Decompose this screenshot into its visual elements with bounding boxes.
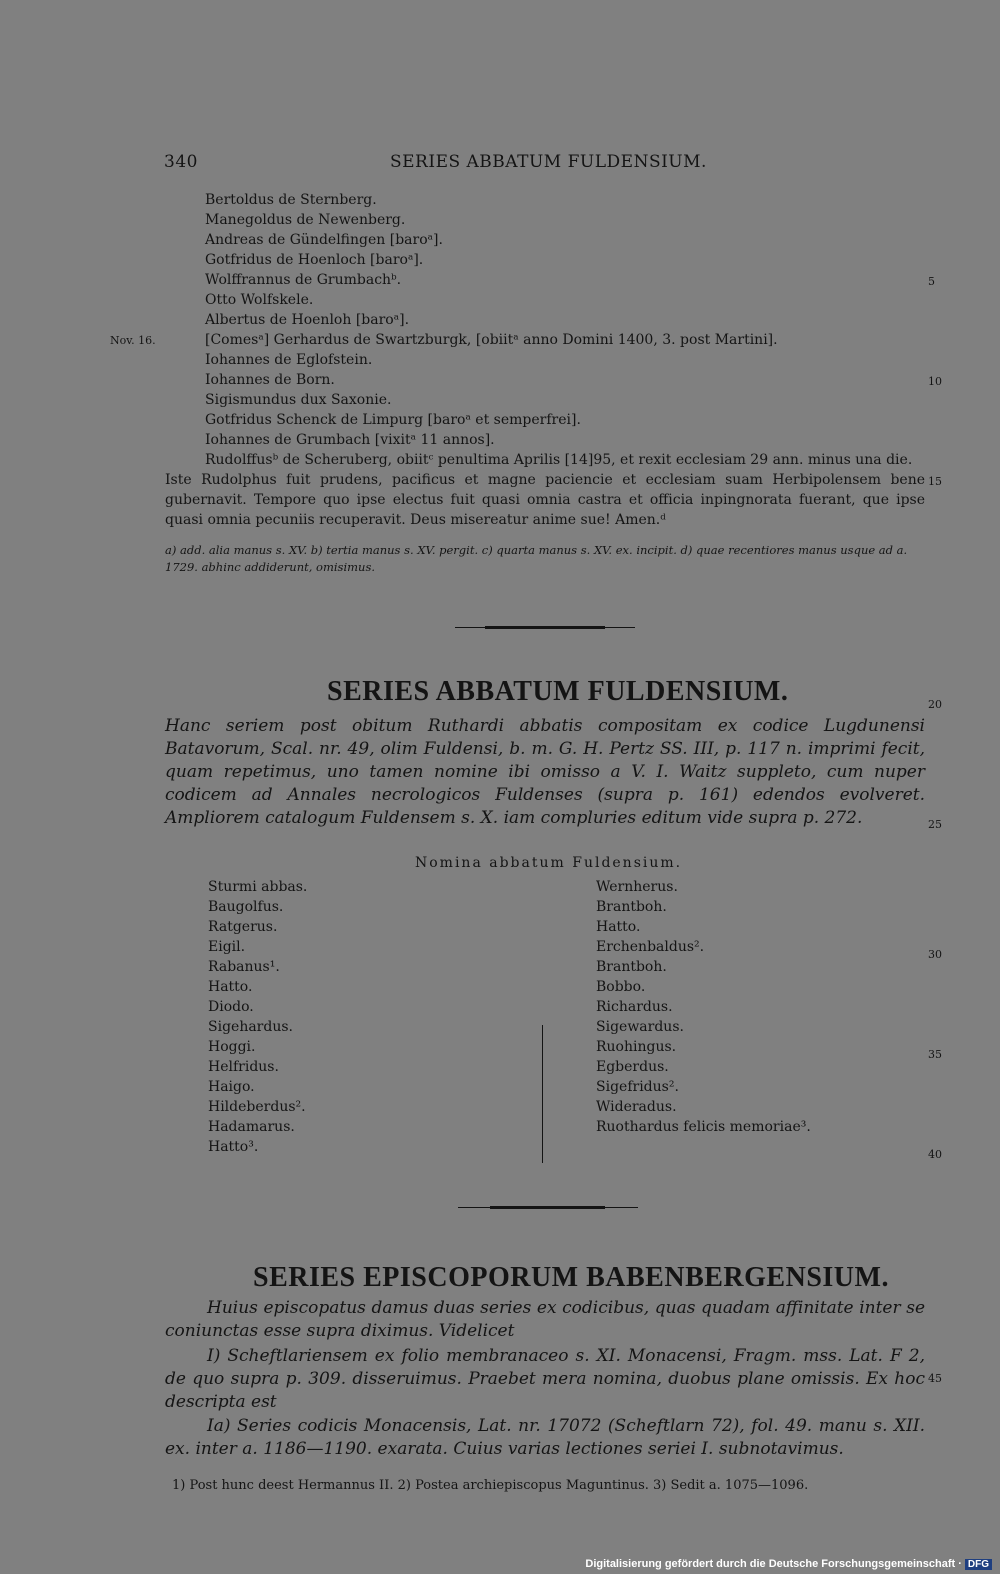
line-number: 5 <box>928 275 935 288</box>
list-item: Egberdus. <box>596 1059 669 1075</box>
list-item: Haigo. <box>208 1079 255 1095</box>
section-paragraph: Ia) Series codicis Monacensis, Lat. nr. 17072 (Scheftlarn 72), fol. 49. manu s. XII. ex. inter a. 1186—1190. exarata. Cuius varias lectiones seriei I. subnotavimus. <box>165 1416 925 1459</box>
abbots-right-column <box>596 877 811 1137</box>
list-item: Wernherus. <box>596 879 678 895</box>
list-item: Ruothardus felicis memoriae³. <box>596 1119 811 1135</box>
list-line: Bertoldus de Sternberg. <box>205 192 377 208</box>
list-item: Sigewardus. <box>596 1019 684 1035</box>
list-item: Brantboh. <box>596 899 667 915</box>
list-item: Hadamarus. <box>208 1119 295 1135</box>
list-line: Otto Wolfskele. <box>205 292 314 308</box>
section-title: SERIES EPISCOPORUM BABENBERGENSIUM. <box>253 1262 889 1293</box>
page-footnotes: 1) Post hunc deest Hermannus II. 2) Postea archiepiscopus Maguntinus. 3) Sedit a. 1075—1096. <box>172 1478 809 1493</box>
list-line: Iohannes de Born. <box>205 372 335 388</box>
credit-text: Digitalisierung gefördert durch die Deutsche Forschungsgemeinschaft · <box>585 1558 962 1570</box>
list-item: Eigil. <box>208 939 246 955</box>
running-title: SERIES ABBATUM FULDENSIUM. <box>390 152 707 172</box>
list-item: Sigehardus. <box>208 1019 293 1035</box>
list-item: Bobbo. <box>596 979 646 995</box>
divider-ornament <box>485 626 605 629</box>
margin-date: Nov. 16. <box>110 334 156 347</box>
list-item: Ruohingus. <box>596 1039 677 1055</box>
list-item: Rabanus¹. <box>208 959 280 975</box>
divider-ornament <box>490 1206 605 1209</box>
list-line: Sigismundus dux Saxonie. <box>205 392 392 408</box>
list-line: Gotfridus de Hoenloch [baroᵃ]. <box>205 252 424 268</box>
line-number: 20 <box>928 698 942 711</box>
line-number: 35 <box>928 1048 942 1061</box>
list-item: Wideradus. <box>596 1099 677 1115</box>
section-title: SERIES ABBATUM FULDENSIUM. <box>327 676 789 707</box>
section-paragraph: I) Scheftlariensem ex folio membranaceo s. XI. Monacensi, Fragm. mss. Lat. F 2, de quo supra p. 309. disseruimus. Praebet mera nomina, duobus plane omissis. Ex hoc descripta est <box>165 1346 925 1412</box>
paragraph: Iste Rudolphus fuit prudens, pacificus et magne paciencie et ecclesiam suam Herbipolensem bene gubernavit. Tempore quo ipse electus fuit quasi omnia castra et officia inpingnorata fuerant, que ipse quasi omnia pecuniis recuperavit. Deus misereatur anime sue! Amen.ᵈ <box>165 472 925 528</box>
list-item: Erchenbaldus². <box>596 939 705 955</box>
page-number: 340 <box>164 152 198 172</box>
footnotes: a) add. alia manus s. XV. b) tertia manus s. XV. pergit. c) quarta manus s. XV. ex. incipit. d) quae recentiores manus usque ad a. 1729. abhinc addiderunt, omisimus. <box>165 543 908 574</box>
list-item: Ratgerus. <box>208 919 278 935</box>
list-heading: Nomina abbatum Fuldensium. <box>415 855 683 871</box>
line-number: 10 <box>928 375 942 388</box>
list-item: Brantboh. <box>596 959 667 975</box>
list-item: Diodo. <box>208 999 254 1015</box>
dfg-credit <box>585 1558 992 1570</box>
line-number: 25 <box>928 818 942 831</box>
line-number: 45 <box>928 1372 942 1385</box>
line-number: 40 <box>928 1148 942 1161</box>
list-line: Iohannes de Grumbach [vixitᵃ 11 annos]. <box>205 432 495 448</box>
list-item: Baugolfus. <box>208 899 284 915</box>
list-line: Gotfridus Schenck de Limpurg [baroᵃ et semperfrei]. <box>205 412 581 428</box>
abbots-left-column <box>208 877 307 1157</box>
list-item: Richardus. <box>596 999 673 1015</box>
list-line: Rudolffusᵇ de Scheruberg, obiitᶜ penultima Aprilis [14]95, et rexit ecclesiam 29 ann. minus una die. <box>205 452 913 468</box>
line-number: 30 <box>928 948 942 961</box>
list-line: Iohannes de Eglofstein. <box>205 352 373 368</box>
list-item: Hatto³. <box>208 1139 259 1155</box>
list-item: Hildeberdus². <box>208 1099 306 1115</box>
list-line: Wolffrannus de Grumbachᵇ. <box>205 272 402 288</box>
list-line: Manegoldus de Newenberg. <box>205 212 406 228</box>
list-item: Sturmi abbas. <box>208 879 308 895</box>
line-number: 15 <box>928 475 942 488</box>
list-item: Sigefridus². <box>596 1079 679 1095</box>
list-item: Hatto. <box>208 979 253 995</box>
column-divider <box>542 1025 543 1163</box>
list-line: Andreas de Gündelfingen [baroᵃ]. <box>205 232 443 248</box>
section-intro: Hanc seriem post obitum Ruthardi abbatis compositam ex codice Lugdunensi Batavorum, Scal. nr. 49, olim Fuldensi, b. m. G. H. Pertz SS. III, p. 117 n. imprimi fecit, quam repetimus, uno tamen nomine ibi omisso a V. I. Waitz suppleto, cum nuper codicem ad Annales necrologicos Fuldenses (supra p. 161) edendos evolveret. Ampliorem catalogum Fuldensem s. X. iam compluries editum vide supra p. 272. <box>165 716 925 828</box>
list-item: Helfridus. <box>208 1059 279 1075</box>
list-line: Albertus de Hoenloh [baroᵃ]. <box>205 312 410 328</box>
dfg-logo: DFG <box>965 1559 992 1570</box>
list-line: [Comesᵃ] Gerhardus de Swartzburgk, [obiitᵃ anno Domini 1400, 3. post Martini]. <box>205 332 778 348</box>
list-item: Hoggi. <box>208 1039 256 1055</box>
section-paragraph: Huius episcopatus damus duas series ex codicibus, quas quadam affinitate inter se coniunctas esse supra diximus. Videlicet <box>165 1298 925 1341</box>
list-item: Hatto. <box>596 919 641 935</box>
